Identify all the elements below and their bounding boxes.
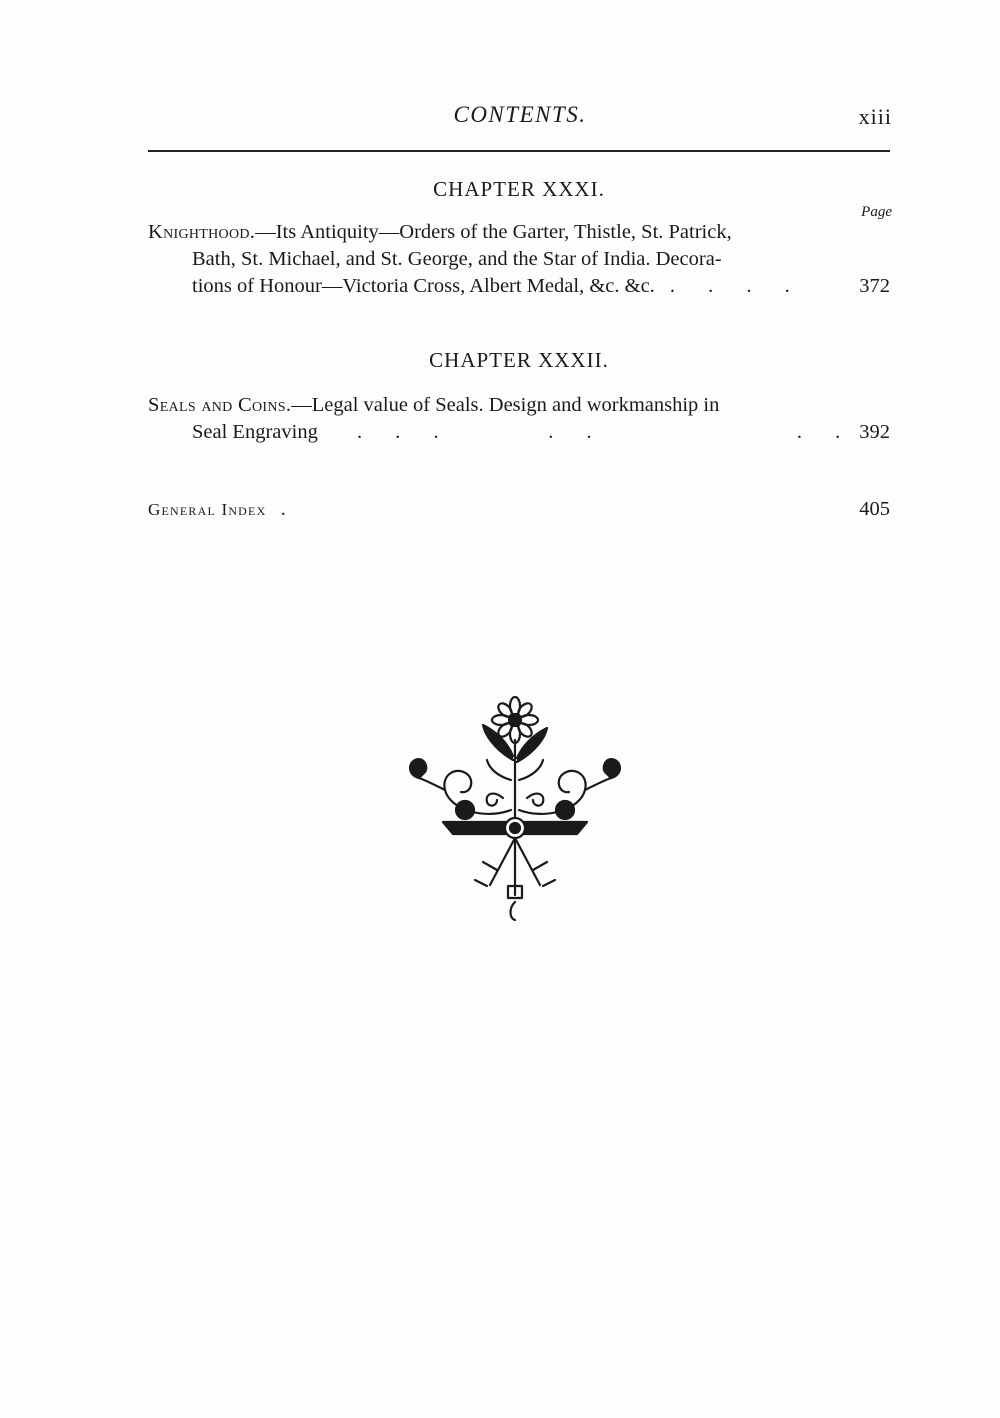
entry-page-number: 372 [859, 275, 890, 297]
entry-lead: Seals and Coins. [148, 394, 292, 416]
dot-leaders: . . . . . . . [356, 421, 855, 443]
dot-leaders: . [280, 498, 286, 520]
contents-entry [148, 219, 890, 300]
general-index-page-number: 405 [859, 498, 890, 520]
entry-line [148, 246, 890, 273]
running-head [148, 100, 892, 134]
entry-text: tions of Honour—Victoria Cross, Albert Medal, &c. &c. [192, 275, 655, 297]
entry-text: Bath, St. Michael, and St. George, and the Star of India. Decora- [192, 248, 722, 270]
entry-line [148, 419, 890, 446]
header-rule [148, 150, 890, 152]
page-column-label: Page [861, 204, 892, 220]
entry-text: —Legal value of Seals. Design and workmanship in [291, 394, 720, 416]
right-bud-icon [604, 759, 620, 778]
page-number: xiii [858, 104, 892, 129]
left-bud-icon [410, 759, 426, 778]
chapter-heading: CHAPTER XXXII. [429, 348, 609, 372]
entry-text: Seal Engraving [192, 421, 318, 443]
entry-line [148, 273, 890, 300]
entry-line [148, 219, 890, 246]
dot-leaders: . . . . [669, 275, 804, 297]
general-index-entry [148, 498, 890, 525]
contents-entry [148, 392, 890, 446]
entry-page-number: 392 [859, 421, 890, 443]
entry-line [148, 392, 890, 419]
general-index-label: General Index [148, 500, 267, 519]
running-title: CONTENTS. [453, 102, 587, 127]
entry-text: —Its Antiquity—Orders of the Garter, Thistle, St. Patrick, [255, 221, 732, 243]
entry-lead: Knighthood. [148, 221, 256, 243]
chapter-heading: CHAPTER XXXI. [433, 177, 605, 201]
floral-tailpiece-ornament [405, 690, 625, 930]
